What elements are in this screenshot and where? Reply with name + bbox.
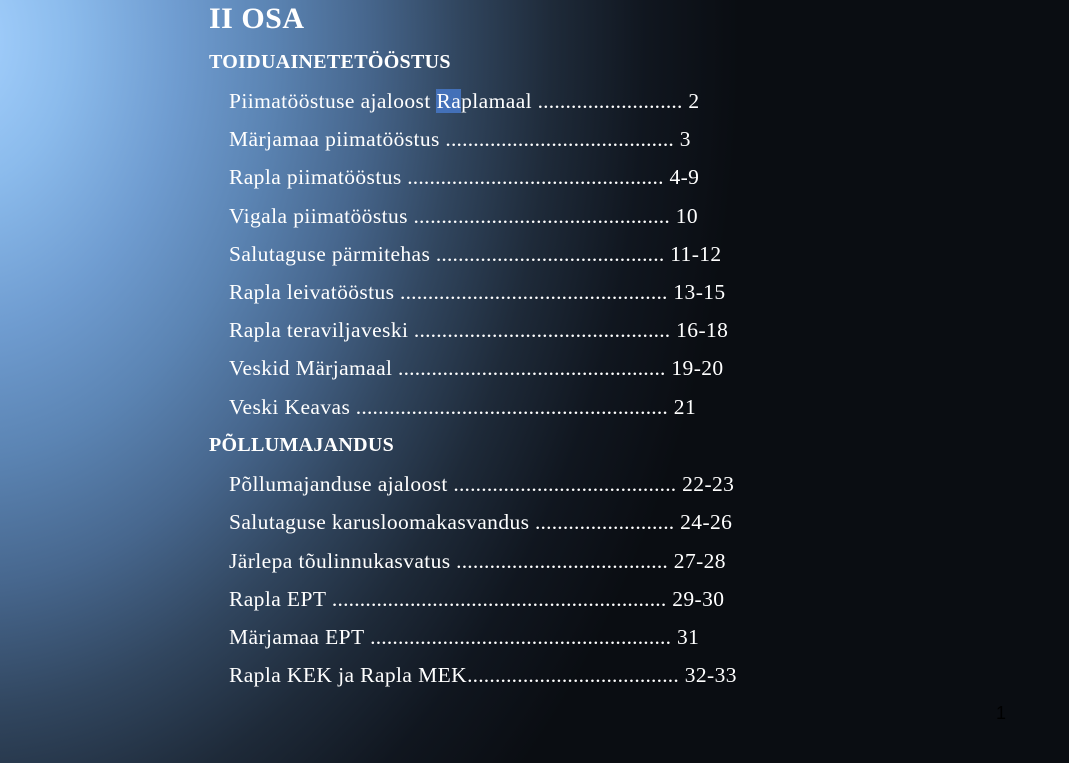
toc-entry — [229, 624, 699, 650]
toc-entry-title: Rapla leivatööstus — [229, 280, 395, 304]
toc-entry — [229, 317, 728, 343]
toc-entry-title: plamaal — [461, 89, 533, 113]
toc-entry-page: 10 — [675, 204, 699, 228]
toc-entry-title: Salutaguse karusloomakasvandus — [229, 510, 530, 534]
toc-entry — [229, 355, 724, 381]
toc-entry — [229, 586, 724, 612]
toc-entry-page: 24-26 — [680, 510, 733, 534]
toc-entry-title: Rapla EPT — [229, 587, 327, 611]
part-title: II OSA — [209, 2, 305, 35]
page-number: 1 — [996, 703, 1007, 723]
toc-entry-page: 21 — [673, 395, 697, 419]
toc-entry — [229, 203, 698, 229]
toc-leader-dots: .......................... — [532, 89, 683, 113]
toc-leader-dots: ......................... — [529, 510, 675, 534]
toc-entry — [229, 241, 722, 267]
toc-entry — [229, 662, 737, 688]
toc-entry-title: Põllumajanduse ajaloost — [229, 472, 448, 496]
toc-entry-page: 2 — [688, 89, 700, 113]
toc-entry-page: 27-28 — [673, 549, 726, 573]
toc-leader-dots: .............................................. — [401, 165, 664, 189]
toc-entry — [229, 394, 696, 420]
toc-entry — [229, 164, 699, 190]
toc-entry-title: Rapla KEK ja Rapla MEK — [229, 663, 468, 687]
toc-entry-page: 16-18 — [676, 318, 729, 342]
toc-entry-title: Vigala piimatööstus — [229, 204, 408, 228]
toc-entry-page: 29-30 — [672, 587, 725, 611]
toc-entry-title: Rapla piimatööstus — [229, 165, 402, 189]
toc-entry-page: 3 — [679, 127, 691, 151]
toc-entry-title: Märjamaa EPT — [229, 625, 365, 649]
toc-leader-dots: ......................................... — [439, 127, 674, 151]
toc-leader-dots: ................................................ — [392, 356, 666, 380]
toc-entry-title: Rapla teraviljaveski — [229, 318, 409, 342]
section-title-põllumajandus: PÕLLUMAJANDUS — [209, 434, 395, 456]
toc-leader-dots: ...................................... — [467, 663, 679, 687]
toc-entry — [229, 88, 699, 114]
toc-entry-title: Salutaguse pärmitehas — [229, 242, 431, 266]
toc-entry-page: 31 — [676, 625, 700, 649]
toc-leader-dots: ......................................... — [430, 242, 665, 266]
toc-entry — [229, 471, 734, 497]
toc-leader-dots: ............................................................ — [326, 587, 667, 611]
toc-entry-title: Piimatööstuse ajaloost — [229, 89, 437, 113]
toc-leader-dots: ...................................................... — [364, 625, 672, 649]
toc-entry — [229, 548, 726, 574]
toc-entry-title: Märjamaa piimatööstus — [229, 127, 440, 151]
toc-entry-title: Veski Keavas — [229, 395, 351, 419]
toc-leader-dots: ........................................ — [447, 472, 677, 496]
toc-leader-dots: ...................................... — [450, 549, 669, 573]
toc-entry — [229, 509, 732, 535]
toc-leader-dots: .............................................. — [407, 204, 670, 228]
toc-entry-page: 32-33 — [684, 663, 737, 687]
toc-entry — [229, 126, 691, 152]
text-selection-highlight: Ra — [436, 89, 462, 113]
toc-entry-page: 11-12 — [670, 242, 722, 266]
toc-entry-page: 19-20 — [671, 356, 724, 380]
toc-entry-page: 4-9 — [669, 165, 700, 189]
section-title-toiduainetetööstus: TOIDUAINETETÖÖSTUS — [209, 51, 451, 73]
toc-leader-dots: ........................................................ — [350, 395, 669, 419]
toc-entry-title: Veskid Märjamaal — [229, 356, 393, 380]
toc-entry-page: 22-23 — [682, 472, 735, 496]
toc-entry-page: 13-15 — [673, 280, 726, 304]
toc-leader-dots: ................................................ — [394, 280, 668, 304]
toc-leader-dots: .............................................. — [408, 318, 671, 342]
toc-entry — [229, 279, 726, 305]
toc-entry-title: Järlepa tõulinnukasvatus — [229, 549, 451, 573]
